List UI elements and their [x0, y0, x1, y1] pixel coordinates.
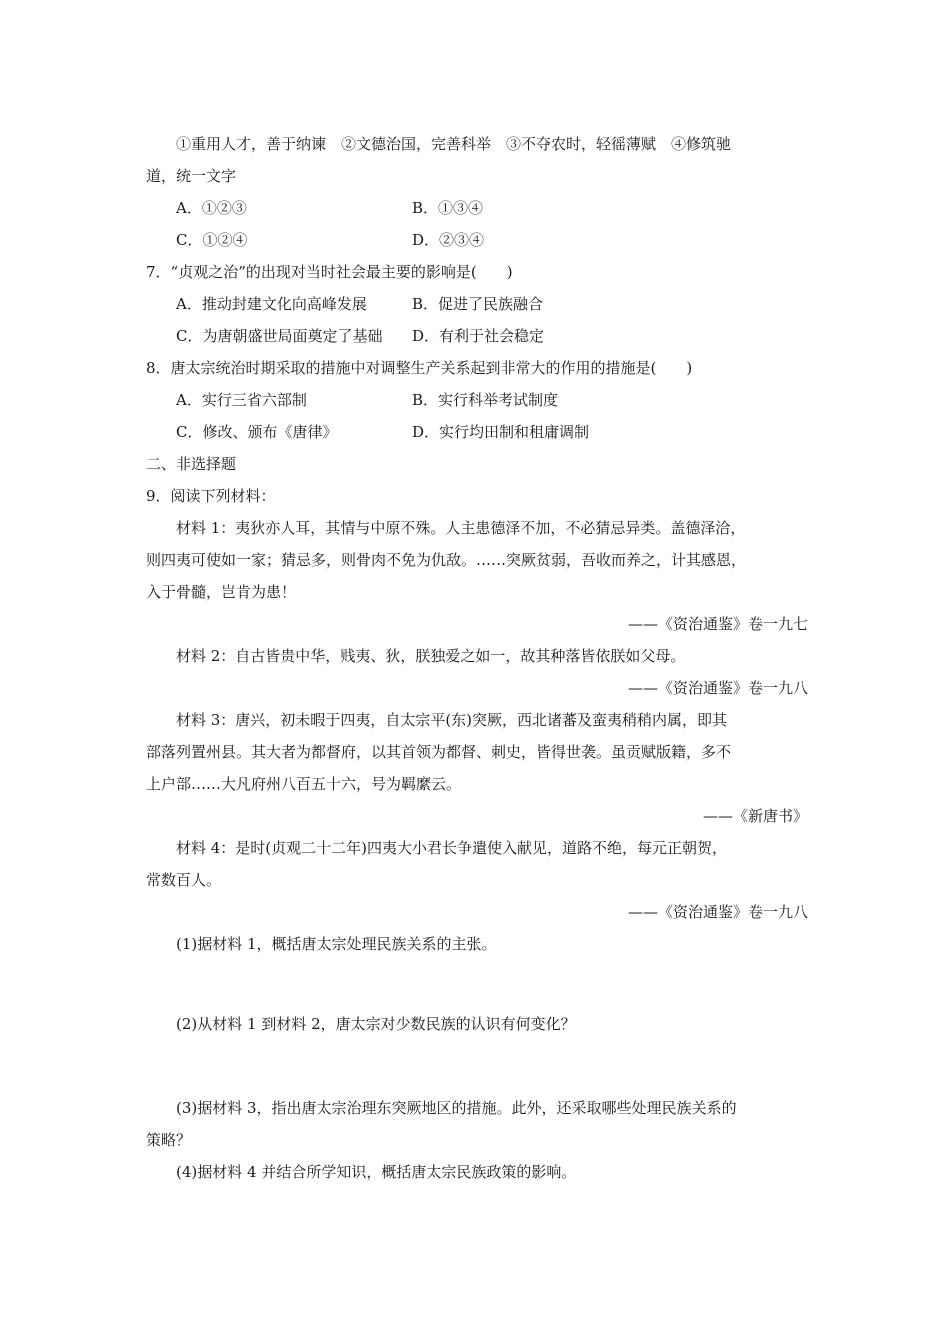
material1-line2: 则四夷可使如一家；猜忌多，则骨肉不免为仇敌。……突厥贫弱，吾收而养之，计其感恩， — [146, 551, 747, 569]
q6-option-b: B．①③④ — [412, 199, 484, 217]
material2-source: ——《资治通鉴》卷一九八 — [627, 679, 808, 697]
sub-question-1: (1)据材料 1，概括唐太宗处理民族关系的主张。 — [176, 935, 497, 953]
material3-line3: 上户部……大凡府州八百五十六，号为羁縻云。 — [146, 775, 462, 793]
q8-option-b: B．实行科举考试制度 — [412, 391, 559, 409]
q8-stem: 8．唐太宗统治时期采取的措施中对调整生产关系起到非常大的作用的措施是( ) — [146, 359, 693, 377]
q6-option-c: C．①②④ — [176, 231, 248, 249]
section-title: 二、非选择题 — [146, 455, 237, 473]
material4-line2: 常数百人。 — [146, 871, 222, 889]
material4-line1: 材料 4：是时(贞观二十二年)四夷大小君长争遣使入献见，道路不绝，每元正朝贺， — [176, 839, 728, 857]
q7-option-c: C．为唐朝盛世局面奠定了基础 — [176, 327, 383, 345]
q6-option-a: A．①②③ — [176, 199, 247, 217]
q7-stem: 7．“贞观之治”的出现对当时社会最主要的影响是( ) — [146, 263, 513, 281]
q8-option-c: C．修改、颁布《唐律》 — [176, 423, 338, 441]
material1-source: ——《资治通鉴》卷一九七 — [627, 615, 808, 633]
q6-stem-line1: ①重用人才，善于纳谏 ②文德治国，完善科举 ③不夺农时，轻徭薄赋 ④修筑驰 — [176, 135, 732, 153]
q8-option-a: A．实行三省六部制 — [176, 391, 307, 409]
material4-source: ——《资治通鉴》卷一九八 — [627, 903, 808, 921]
q8-option-d: D．实行均田制和租庸调制 — [412, 423, 590, 441]
sub-question-2: (2)从材料 1 到材料 2，唐太宗对少数民族的认识有何变化？ — [176, 1015, 576, 1033]
material3-source: ——《新唐书》 — [702, 807, 808, 825]
sub-question-3-line1: (3)据材料 3，指出唐太宗治理东突厥地区的措施。此外，还采取哪些处理民族关系的 — [176, 1099, 737, 1117]
sub-question-4: (4)据材料 4 并结合所学知识，概括唐太宗民族政策的影响。 — [176, 1163, 577, 1181]
q9-stem: 9．阅读下列材料： — [146, 487, 276, 505]
q6-option-d: D．②③④ — [412, 231, 485, 249]
q7-option-a: A．推动封建文化向高峰发展 — [176, 295, 367, 313]
material3-line1: 材料 3：唐兴，初未暇于四夷，自太宗平(东)突厥，西北诸蕃及蛮夷稍稍内属，即其 — [176, 711, 728, 729]
material1-line1: 材料 1：夷狄亦人耳，其情与中原不殊。人主患德泽不加，不必猜忌异类。盖德泽洽， — [176, 519, 746, 537]
q7-option-d: D．有利于社会稳定 — [412, 327, 545, 345]
q7-option-b: B．促进了民族融合 — [412, 295, 544, 313]
q6-stem-line2: 道，统一文字 — [146, 167, 237, 185]
material3-line2: 部落列置州县。其大者为都督府，以其首领为都督、刺史，皆得世袭。虽贡赋版籍，多不 — [146, 743, 732, 761]
material2-line1: 材料 2：自古皆贵中华，贱夷、狄，朕独爱之如一，故其种落皆依朕如父母。 — [176, 647, 686, 665]
material1-line3: 入于骨髓，岂肯为患！ — [146, 583, 297, 601]
sub-question-3-line2: 策略？ — [146, 1131, 192, 1149]
